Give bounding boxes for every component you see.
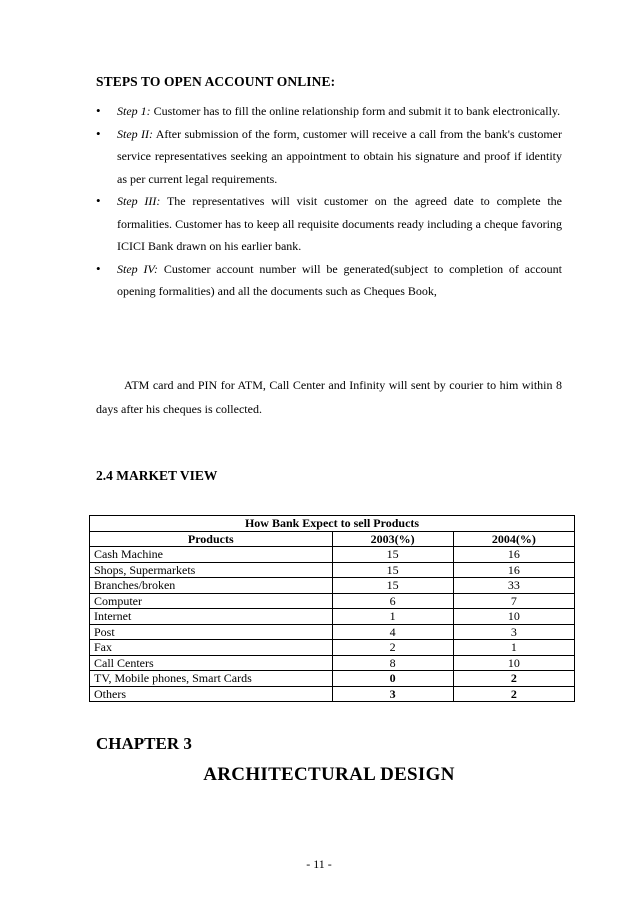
table-cell: 3: [453, 624, 574, 640]
step-label: Step 1:: [117, 104, 151, 118]
table-row: [90, 547, 575, 563]
table-cell: 2: [453, 671, 574, 687]
table-cell: Cash Machine: [90, 547, 333, 563]
table-cell: 6: [332, 593, 453, 609]
steps-heading: STEPS TO OPEN ACCOUNT ONLINE:: [96, 74, 336, 89]
table-row: [90, 624, 575, 640]
steps-list: [96, 100, 562, 303]
section-title: 2.4 MARKET VIEW: [96, 468, 218, 483]
step-label: Step III:: [117, 194, 161, 208]
bullet-icon: •: [96, 260, 101, 276]
table-cell: 15: [332, 578, 453, 594]
table-cell: Post: [90, 624, 333, 640]
table-row: [90, 609, 575, 625]
column-header: 2004(%): [453, 531, 574, 547]
bullet-icon: •: [96, 125, 101, 141]
step-text: Customer has to fill the online relationship form and submit it to bank electronically.: [150, 104, 561, 118]
table-cell: 16: [453, 547, 574, 563]
table-cell: 0: [332, 671, 453, 687]
table-row: [90, 655, 575, 671]
table-cell: 3: [332, 686, 453, 702]
step-item: [96, 100, 562, 123]
step-text: The representatives will visit customer on the agreed date to complete the formalities. Customer has to keep all requisite documents ready including a cheque favoring ICICI Bank drawn on his earlier bank.: [117, 194, 562, 253]
table-row: [90, 593, 575, 609]
table-cell: Branches/broken: [90, 578, 333, 594]
table-cell: Computer: [90, 593, 333, 609]
step-item: [96, 258, 562, 303]
table-cell: 15: [332, 547, 453, 563]
table-row: [90, 686, 575, 702]
table-cell: 7: [453, 593, 574, 609]
step-label: Step IV:: [117, 261, 159, 276]
page-number: - 11 -: [306, 857, 332, 871]
step-item: [96, 123, 562, 191]
table-caption: How Bank Expect to sell Products: [90, 516, 575, 532]
column-header: 2003(%): [332, 531, 453, 547]
table-cell: 8: [332, 655, 453, 671]
table-row: [90, 671, 575, 687]
market-view-table: [89, 515, 575, 702]
table-cell: 16: [453, 562, 574, 578]
step-label: Step II:: [117, 126, 154, 141]
table-header-row: [90, 531, 575, 547]
table-cell: 1: [453, 640, 574, 656]
step-text: After submission of the form, customer will receive a call from the bank's customer service representatives seeking an appointment to obtain his signature and proof if identity as per current legal requirements.: [117, 126, 562, 186]
table-row: [90, 578, 575, 594]
step-text: Customer account number will be generated(subject to completion of account opening formalities) and all the documents such as Cheques Book,: [117, 261, 562, 298]
chapter-title: ARCHITECTURAL DESIGN: [203, 764, 455, 785]
column-header: Products: [90, 531, 333, 547]
step-item: [96, 190, 562, 258]
table-cell: 10: [453, 609, 574, 625]
table-cell: 33: [453, 578, 574, 594]
table-cell: 15: [332, 562, 453, 578]
table-cell: Fax: [90, 640, 333, 656]
table-row: [90, 562, 575, 578]
chapter-label: CHAPTER 3: [96, 734, 192, 753]
bullet-icon: •: [96, 193, 101, 208]
table-cell: Call Centers: [90, 655, 333, 671]
table-row: [90, 640, 575, 656]
table-cell: 1: [332, 609, 453, 625]
bullet-icon: •: [96, 103, 101, 118]
table-cell: Shops, Supermarkets: [90, 562, 333, 578]
table-cell: 2: [453, 686, 574, 702]
table-cell: Others: [90, 686, 333, 702]
table-cell: 4: [332, 624, 453, 640]
body-paragraph: ATM card and PIN for ATM, Call Center and Infinity will sent by courier to him within 8 days after his cheques is collected.: [96, 378, 562, 416]
table-cell: 10: [453, 655, 574, 671]
table-cell: Internet: [90, 609, 333, 625]
table-cell: TV, Mobile phones, Smart Cards: [90, 671, 333, 687]
table-caption-row: [90, 516, 575, 532]
table-cell: 2: [332, 640, 453, 656]
